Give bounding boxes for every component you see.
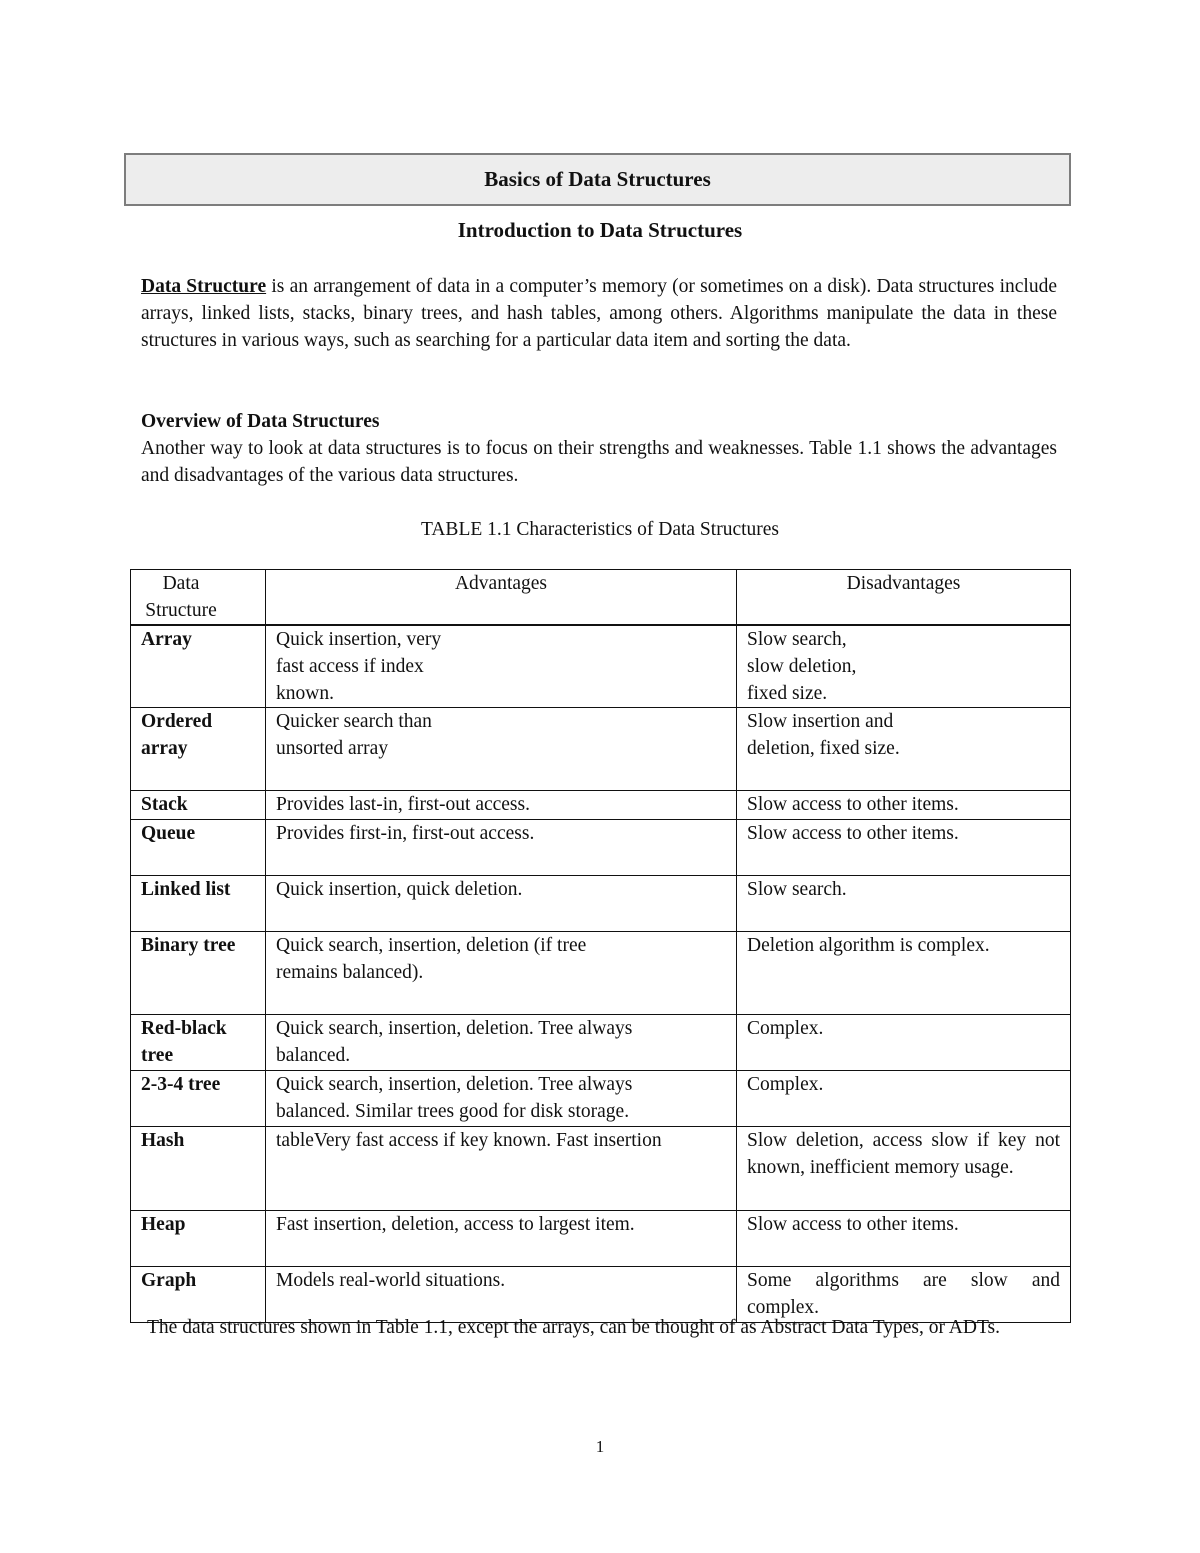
section-title: Introduction to Data Structures bbox=[457, 218, 743, 242]
disadvantages-line: fixed size. bbox=[747, 683, 828, 704]
advantages-line: known. bbox=[276, 683, 334, 704]
overview-paragraph: Another way to look at data structures is to focus on their strengths and weaknesses. Table 1.1 shows the advantages and disadvantages of the various data structures. bbox=[141, 438, 1057, 486]
structure-name-cell: Stack bbox=[131, 791, 266, 820]
advantages-line: fast access if index bbox=[276, 656, 424, 677]
table-row bbox=[131, 1211, 1071, 1267]
disadvantages-cell bbox=[737, 791, 1071, 820]
advantages-cell bbox=[266, 1211, 737, 1267]
structure-name-cell: Queue bbox=[131, 820, 266, 876]
structure-name-cell: Heap bbox=[131, 1211, 266, 1267]
structure-name-cell: 2-3-4 tree bbox=[131, 1071, 266, 1127]
table-caption: TABLE 1.1 Characteristics of Data Structures bbox=[421, 519, 779, 540]
disadvantages-cell bbox=[737, 932, 1071, 1015]
advantages-cell bbox=[266, 791, 737, 820]
header-disadvantages: Disadvantages bbox=[737, 570, 1071, 626]
structure-name-cell: Ordered array bbox=[131, 708, 266, 791]
disadvantages-line: slow deletion, bbox=[747, 656, 857, 677]
structure-name-cell: Array bbox=[131, 625, 266, 708]
advantages-line: Models real-world situations. bbox=[276, 1270, 506, 1291]
advantages-line: Provides last-in, first-out access. bbox=[276, 794, 530, 815]
table-row bbox=[131, 708, 1071, 791]
table-row bbox=[131, 791, 1071, 820]
advantages-cell bbox=[266, 932, 737, 1015]
disadvantages-line: Slow access to other items. bbox=[747, 823, 959, 844]
disadvantages-line: Slow search, bbox=[747, 629, 847, 650]
disadvantages-cell bbox=[737, 1071, 1071, 1127]
advantages-line: Quick search, insertion, deletion (if tree bbox=[276, 935, 587, 956]
advantages-cell bbox=[266, 625, 737, 708]
overview-heading: Overview of Data Structures bbox=[141, 411, 380, 432]
advantages-line: balanced. bbox=[276, 1045, 351, 1066]
advantages-cell bbox=[266, 820, 737, 876]
disadvantages-cell bbox=[737, 1211, 1071, 1267]
intro-paragraph bbox=[141, 273, 1057, 354]
table-row bbox=[131, 876, 1071, 932]
table-header-row bbox=[131, 570, 1071, 626]
advantages-line: remains balanced). bbox=[276, 962, 424, 983]
document-title: Basics of Data Structures bbox=[484, 167, 711, 191]
advantages-line: Quicker search than bbox=[276, 711, 432, 732]
intro-text: is an arrangement of data in a computer’s memory (or sometimes on a disk). Data structures include arrays, linked lists, stacks, binary trees, and hash tables, among others. Algorithms manipulate the data in these structures in various ways, such as searching for a particular data item and sorting the data. bbox=[141, 276, 1057, 351]
data-structures-table bbox=[130, 569, 1071, 1323]
disadvantages-cell bbox=[737, 876, 1071, 932]
structure-name-cell: Hash bbox=[131, 1127, 266, 1211]
disadvantages-cell bbox=[737, 1015, 1071, 1071]
structure-name-cell: Red-black tree bbox=[131, 1015, 266, 1071]
disadvantages-line: Slow access to other items. bbox=[747, 1214, 959, 1235]
advantages-line: balanced. Similar trees good for disk storage. bbox=[276, 1101, 630, 1122]
table-row bbox=[131, 1015, 1071, 1071]
advantages-line: unsorted array bbox=[276, 738, 389, 759]
advantages-line: Fast insertion, deletion, access to largest item. bbox=[276, 1214, 635, 1235]
document-header-box bbox=[124, 153, 1071, 206]
disadvantages-line: Complex. bbox=[747, 1074, 824, 1095]
page-number: 1 bbox=[595, 1437, 605, 1456]
advantages-cell bbox=[266, 708, 737, 791]
structure-name-cell: Graph bbox=[131, 1267, 266, 1323]
table-row bbox=[131, 1127, 1071, 1211]
disadvantages-line: Some algorithms are slow and complex. bbox=[747, 1270, 1060, 1318]
disadvantages-cell bbox=[737, 820, 1071, 876]
advantages-line: Quick insertion, very bbox=[276, 629, 442, 650]
disadvantages-line: deletion, fixed size. bbox=[747, 738, 900, 759]
table-row bbox=[131, 1071, 1071, 1127]
closing-paragraph: The data structures shown in Table 1.1, except the arrays, can be thought of as Abstract Data Types, or ADTs. bbox=[147, 1317, 1000, 1338]
header-advantages: Advantages bbox=[266, 570, 737, 626]
disadvantages-cell bbox=[737, 1127, 1071, 1211]
table-row bbox=[131, 625, 1071, 708]
disadvantages-cell bbox=[737, 625, 1071, 708]
advantages-cell bbox=[266, 1127, 737, 1211]
advantages-cell bbox=[266, 1015, 737, 1071]
disadvantages-line: Slow search. bbox=[747, 879, 847, 900]
advantages-cell bbox=[266, 876, 737, 932]
advantages-line: tableVery fast access if key known. Fast insertion bbox=[276, 1130, 662, 1151]
disadvantages-cell bbox=[737, 708, 1071, 791]
disadvantages-line: Complex. bbox=[747, 1018, 824, 1039]
structure-name-cell: Linked list bbox=[131, 876, 266, 932]
table-row bbox=[131, 820, 1071, 876]
advantages-line: Quick insertion, quick deletion. bbox=[276, 879, 523, 900]
disadvantages-line: Slow insertion and bbox=[747, 711, 894, 732]
advantages-cell bbox=[266, 1071, 737, 1127]
advantages-line: Quick search, insertion, deletion. Tree always bbox=[276, 1018, 633, 1039]
structure-name-cell: Binary tree bbox=[131, 932, 266, 1015]
disadvantages-line: Slow access to other items. bbox=[747, 794, 959, 815]
advantages-line: Quick search, insertion, deletion. Tree always bbox=[276, 1074, 633, 1095]
table-row bbox=[131, 932, 1071, 1015]
intro-term: Data Structure bbox=[141, 276, 267, 297]
disadvantages-line: Slow deletion, access slow if key not known, inefficient memory usage. bbox=[747, 1130, 1060, 1178]
header-structure: Data Structure bbox=[131, 570, 266, 626]
disadvantages-line: Deletion algorithm is complex. bbox=[747, 935, 990, 956]
advantages-line: Provides first-in, first-out access. bbox=[276, 823, 535, 844]
